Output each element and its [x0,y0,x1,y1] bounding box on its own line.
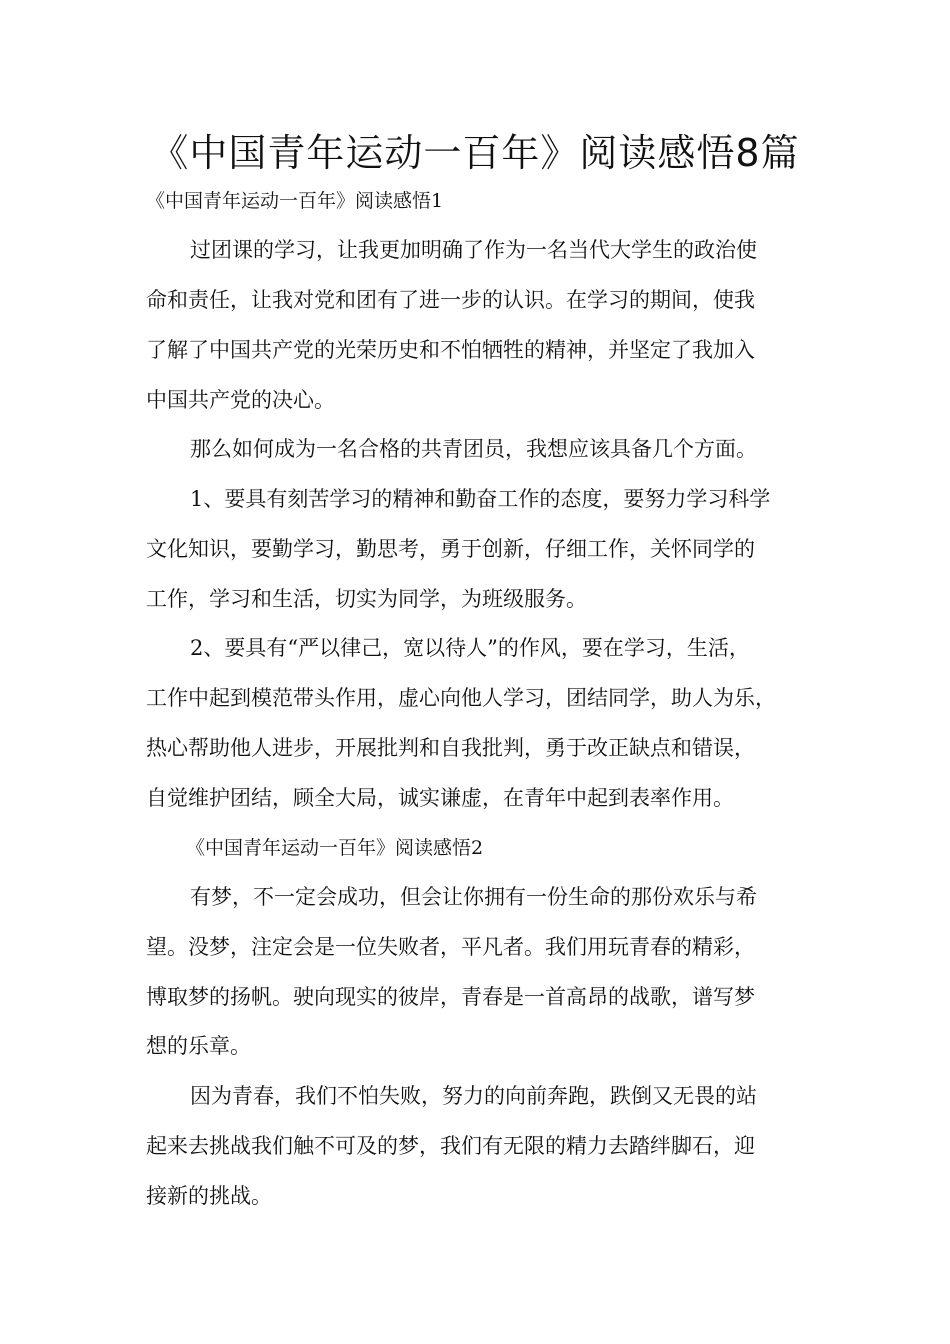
paragraph-line: 有梦，不一定会成功，但会让你拥有一份生命的那份欢乐与希 [190,885,757,909]
paragraph-line: 了解了中国共产党的光荣历史和不怕牺牲的精神，并坚定了我加入 [146,338,755,362]
paragraph-line: 工作，学习和生活，切实为同学，为班级服务。 [146,587,587,611]
paragraph-line: 接新的挑战。 [146,1184,272,1208]
paragraph-line: 想的乐章。 [146,1034,251,1058]
paragraph-line: 热心帮助他人进步，开展批判和自我批判，勇于改正缺点和错误， [146,736,755,760]
section-heading-2: 《中国青年运动一百年》阅读感悟2 [186,837,484,859]
paragraph-line: 因为青春，我们不怕失败，努力的向前奔跑，跌倒又无畏的站 [190,1084,757,1108]
paragraph-line: 1、要具有刻苦学习的精神和勤奋工作的态度，要努力学习科学 [190,487,771,511]
paragraph-line: 博取梦的扬帆。驶向现实的彼岸，青春是一首高昂的战歌，谱写梦 [146,985,755,1009]
paragraph-line: 自觉维护团结，顾全大局，诚实谦虚，在青年中起到表率作用。 [146,786,734,810]
section-heading-1: 《中国青年运动一百年》阅读感悟1 [146,190,444,212]
paragraph-line: 起来去挑战我们触不可及的梦，我们有无限的精力去踏绊脚石，迎 [146,1134,755,1158]
document-title: 《中国青年运动一百年》阅读感悟8篇 [150,131,800,175]
paragraph-line: 那么如何成为一名合格的共青团员，我想应该具备几个方面。 [190,437,757,461]
paragraph-line: 工作中起到模范带头作用，虚心向他人学习，团结同学，助人为乐， [146,686,776,710]
paragraph-line: 望。没梦，注定会是一位失败者，平凡者。我们用玩青春的精彩， [146,935,755,959]
paragraph-line: 中国共产党的决心。 [146,388,335,412]
paragraph-line: 文化知识，要勤学习，勤思考，勇于创新，仔细工作，关怀同学的 [146,537,755,561]
paragraph-line: 2、要具有“严以律己，宽以待人”的作风，要在学习，生活， [190,636,750,660]
paragraph-line: 命和责任，让我对党和团有了进一步的认识。在学习的期间，使我 [146,288,755,312]
paragraph-line: 过团课的学习，让我更加明确了作为一名当代大学生的政治使 [190,238,757,262]
